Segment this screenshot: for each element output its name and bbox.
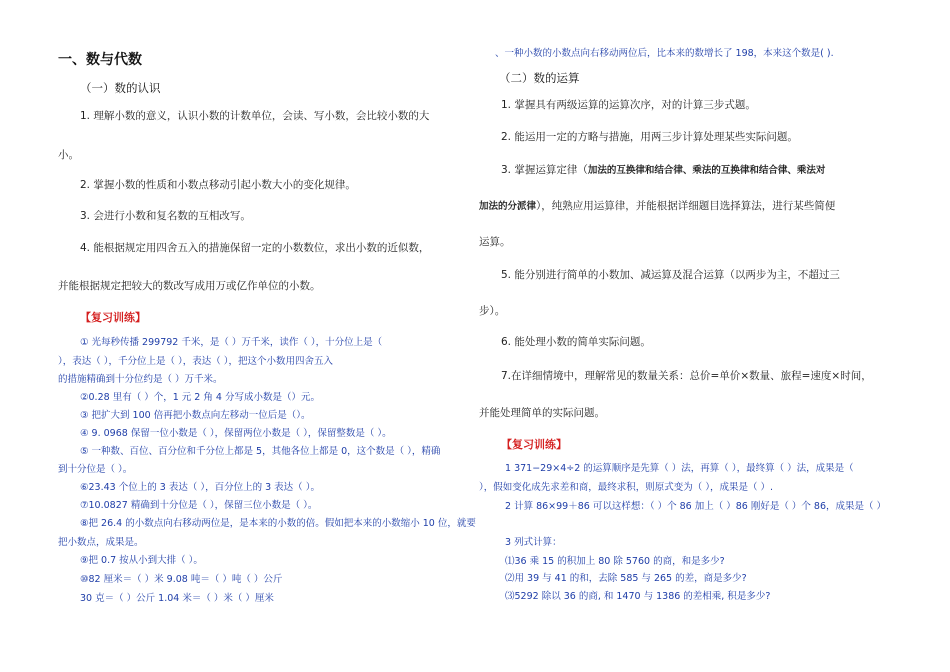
exercise-line: ⑩82 厘米＝（ ）米 9.08 吨＝（ ）吨（ ）公斤	[80, 574, 283, 585]
exercise-line: ），表达（ ），千分位上是（ ），表达（ ），把这个小数用四舍五入	[58, 356, 334, 367]
objective-2: 2. 能运用一定的方略与措施，用两三步计算处理某些实际问题。	[501, 131, 798, 143]
objective-3	[501, 164, 825, 177]
carryover-exercise: 、一种小数的小数点向右移动两位后，比本来的数增长了 198，本来这个数是( ).	[495, 48, 834, 59]
objective-3-cont-text: ），纯熟应用运算律，并能根据详细题目选择算法，进行某些简便	[536, 200, 836, 212]
subsection-heading: （二）数的运算	[499, 71, 580, 85]
objective-1: 1. 理解小数的意义，认识小数的计数单位，会读、写小数，会比较小数的大	[80, 110, 430, 122]
objective-4-cont: 并能根据规定把较大的数改写成用万或亿作单位的小数。	[58, 280, 321, 292]
exercise-line: ⑵用 39 与 41 的和，去除 585 与 265 的差，商是多少?	[505, 573, 747, 584]
exercise-line: 3 列式计算：	[505, 537, 562, 548]
exercise-line: ⑶5292 除以 36 的商, 和 1470 与 1386 的差相乘, 积是多少?	[505, 591, 771, 602]
exercise-line: ① 光每秒传播 299792 千米，是（ ）万千米，读作（ ），十分位上是（	[80, 337, 383, 348]
objective-7: 7.在详细情境中，理解常见的数量关系：总价=单价×数量、旅程=速度×时间，	[501, 370, 872, 382]
exercise-line: 2 计算 86×99＋86 可以这样想：（ ）个 86 加上（ ）86 刚好是（ ）个 86，成果是（ ）	[505, 501, 887, 512]
exercise-line: ⑦10.0827 精确到十分位是（ ），保留三位小数是（ ）。	[80, 500, 318, 511]
review-heading: 【复习训练】	[501, 438, 567, 451]
exercise-line: ⑥23.43 个位上的 3 表达（ ），百分位上的 3 表达（ ）。	[80, 482, 320, 493]
objective-1: 1. 掌握具有两级运算的运算次序，对的计算三步式题。	[501, 99, 756, 111]
objective-1-cont: 小。	[58, 149, 79, 161]
exercise-line: 把小数点，成果是。	[58, 537, 144, 548]
objective-3-law-distributive: 加法的分派律	[479, 201, 537, 212]
objective-6: 6. 能处理小数的简单实际问题。	[501, 336, 651, 348]
exercise-line: ③ 把扩大到 100 倍再把小数点向左移动一位后是（）。	[80, 410, 311, 421]
objective-3: 3. 会进行小数和复名数的互相改写。	[80, 210, 251, 222]
exercise-line: ⑨把 0.7 按从小到大排（ ）。	[80, 555, 203, 566]
objective-3-text: 3. 掌握运算定律（	[501, 164, 588, 176]
objective-3-cont	[479, 200, 835, 213]
objective-4: 4. 能根据规定用四舍五入的措施保留一定的小数数位，求出小数的近似数，	[80, 242, 430, 254]
subsection-heading: （一）数的认识	[80, 81, 161, 95]
exercise-line: ⑴36 乘 15 的积加上 80 除 5760 的商，和是多少?	[505, 556, 725, 567]
objective-3-cont2: 运算。	[479, 236, 511, 248]
exercise-line: ④ 9. 0968 保留一位小数是（ ），保留两位小数是（ ），保留整数是（ ）。	[80, 428, 392, 439]
exercise-line: 30 克＝（ ）公斤 1.04 米＝（ ）米（ ）厘米	[80, 593, 274, 604]
section-heading: 一、数与代数	[58, 52, 142, 68]
objective-3-laws: 加法的互换律和结合律、乘法的互换律和结合律、乘法对	[587, 165, 826, 176]
exercise-line: 1 371−29×4÷2 的运算顺序是先算（ ）法，再算（ ），最终算（ ）法，成果是（	[505, 463, 854, 474]
exercise-line: 的措施精确到十分位约是（ ）万千米。	[58, 374, 223, 385]
review-heading: 【复习训练】	[80, 311, 146, 324]
exercise-line: 到十分位是（ ）。	[58, 464, 133, 475]
objective-5: 5. 能分别进行简单的小数加、减运算及混合运算（以两步为主，不超过三	[501, 269, 840, 281]
objective-2: 2. 掌握小数的性质和小数点移动引起小数大小的变化规律。	[80, 179, 356, 191]
objective-7-cont: 并能处理简单的实际问题。	[479, 407, 605, 419]
exercise-line: ），假如变化成先求差和商，最终求积，则原式变为（ ），成果是（ ）.	[479, 482, 774, 493]
exercise-line: ②0.28 里有（ ）个，1 元 2 角 4 分写成小数是（）元。	[80, 392, 320, 403]
exercise-line: ⑤ 一种数、百位、百分位和千分位上都是 5，其他各位上都是 0，这个数是（ ），精确	[80, 446, 441, 457]
exercise-line: ⑧把 26.4 的小数点向右移动两位是，是本来的小数的倍。假如把本来的小数缩小 10 位，就要	[80, 518, 476, 529]
objective-5-cont: 步）。	[479, 305, 506, 317]
